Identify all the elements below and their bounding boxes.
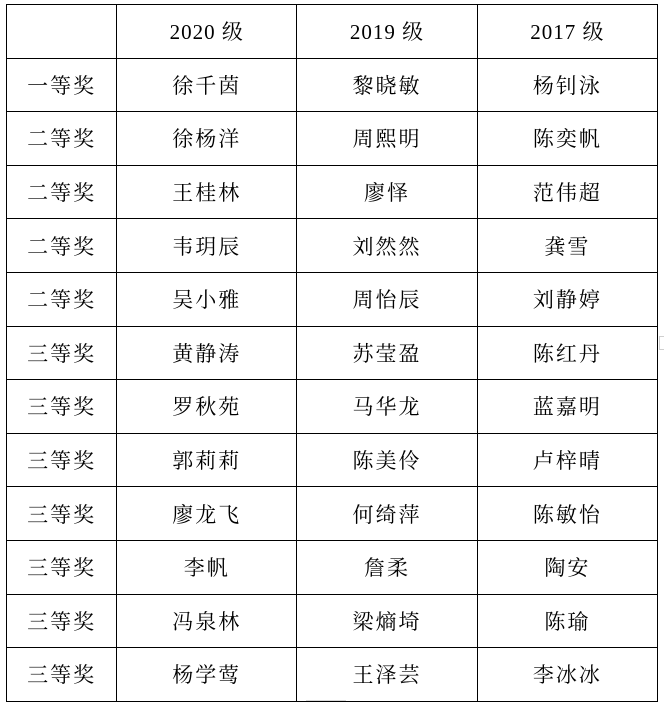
header-row bbox=[7, 5, 658, 59]
name-cell-2019: 梁熵埼 bbox=[297, 594, 477, 648]
table-resize-handle[interactable] bbox=[659, 336, 664, 350]
header-corner-cell bbox=[7, 5, 117, 59]
name-cell-2017: 陈敏怡 bbox=[477, 487, 657, 541]
name-cell-2017: 陈奕帆 bbox=[477, 112, 657, 166]
page-edge-mark bbox=[306, 700, 346, 707]
name-cell-2020: 王桂林 bbox=[117, 165, 297, 219]
awards-table bbox=[6, 4, 658, 702]
header-year-2019: 2019 级 bbox=[297, 5, 477, 59]
name-cell-2017: 范伟超 bbox=[477, 165, 657, 219]
table-row bbox=[7, 594, 658, 648]
name-cell-2017: 刘静婷 bbox=[477, 272, 657, 326]
name-cell-2019: 苏莹盈 bbox=[297, 326, 477, 380]
award-cell: 二等奖 bbox=[7, 272, 117, 326]
name-cell-2017: 杨钊泳 bbox=[477, 58, 657, 112]
table-row bbox=[7, 540, 658, 594]
award-cell: 三等奖 bbox=[7, 648, 117, 702]
award-cell: 三等奖 bbox=[7, 487, 117, 541]
table-row bbox=[7, 648, 658, 702]
header-year-2017: 2017 级 bbox=[477, 5, 657, 59]
name-cell-2017: 蓝嘉明 bbox=[477, 380, 657, 434]
name-cell-2019: 陈美伶 bbox=[297, 433, 477, 487]
table-row bbox=[7, 58, 658, 112]
table-row bbox=[7, 165, 658, 219]
award-cell: 三等奖 bbox=[7, 594, 117, 648]
table-row bbox=[7, 433, 658, 487]
name-cell-2017: 卢梓晴 bbox=[477, 433, 657, 487]
award-cell: 三等奖 bbox=[7, 540, 117, 594]
name-cell-2019: 廖怿 bbox=[297, 165, 477, 219]
award-cell: 二等奖 bbox=[7, 112, 117, 166]
table-row bbox=[7, 272, 658, 326]
name-cell-2020: 徐千茵 bbox=[117, 58, 297, 112]
name-cell-2020: 冯泉林 bbox=[117, 594, 297, 648]
name-cell-2019: 黎晓敏 bbox=[297, 58, 477, 112]
table-row bbox=[7, 380, 658, 434]
award-cell: 三等奖 bbox=[7, 380, 117, 434]
award-cell: 二等奖 bbox=[7, 219, 117, 273]
award-cell: 二等奖 bbox=[7, 165, 117, 219]
name-cell-2020: 罗秋苑 bbox=[117, 380, 297, 434]
name-cell-2017: 李冰冰 bbox=[477, 648, 657, 702]
name-cell-2019: 王泽芸 bbox=[297, 648, 477, 702]
award-cell: 三等奖 bbox=[7, 433, 117, 487]
name-cell-2020: 韦玥辰 bbox=[117, 219, 297, 273]
award-cell: 三等奖 bbox=[7, 326, 117, 380]
name-cell-2020: 郭莉莉 bbox=[117, 433, 297, 487]
name-cell-2019: 何绮萍 bbox=[297, 487, 477, 541]
header-year-2020: 2020 级 bbox=[117, 5, 297, 59]
name-cell-2020: 徐杨洋 bbox=[117, 112, 297, 166]
table-row bbox=[7, 487, 658, 541]
name-cell-2020: 杨学莺 bbox=[117, 648, 297, 702]
name-cell-2019: 周熙明 bbox=[297, 112, 477, 166]
name-cell-2017: 陶安 bbox=[477, 540, 657, 594]
name-cell-2020: 廖龙飞 bbox=[117, 487, 297, 541]
name-cell-2020: 李帆 bbox=[117, 540, 297, 594]
name-cell-2020: 黄静涛 bbox=[117, 326, 297, 380]
name-cell-2019: 周怡辰 bbox=[297, 272, 477, 326]
table-row bbox=[7, 219, 658, 273]
name-cell-2019: 马华龙 bbox=[297, 380, 477, 434]
table-row bbox=[7, 112, 658, 166]
award-cell: 一等奖 bbox=[7, 58, 117, 112]
name-cell-2017: 陈瑜 bbox=[477, 594, 657, 648]
name-cell-2019: 刘然然 bbox=[297, 219, 477, 273]
name-cell-2020: 吴小雅 bbox=[117, 272, 297, 326]
name-cell-2017: 龚雪 bbox=[477, 219, 657, 273]
name-cell-2019: 詹柔 bbox=[297, 540, 477, 594]
table-row bbox=[7, 326, 658, 380]
name-cell-2017: 陈红丹 bbox=[477, 326, 657, 380]
